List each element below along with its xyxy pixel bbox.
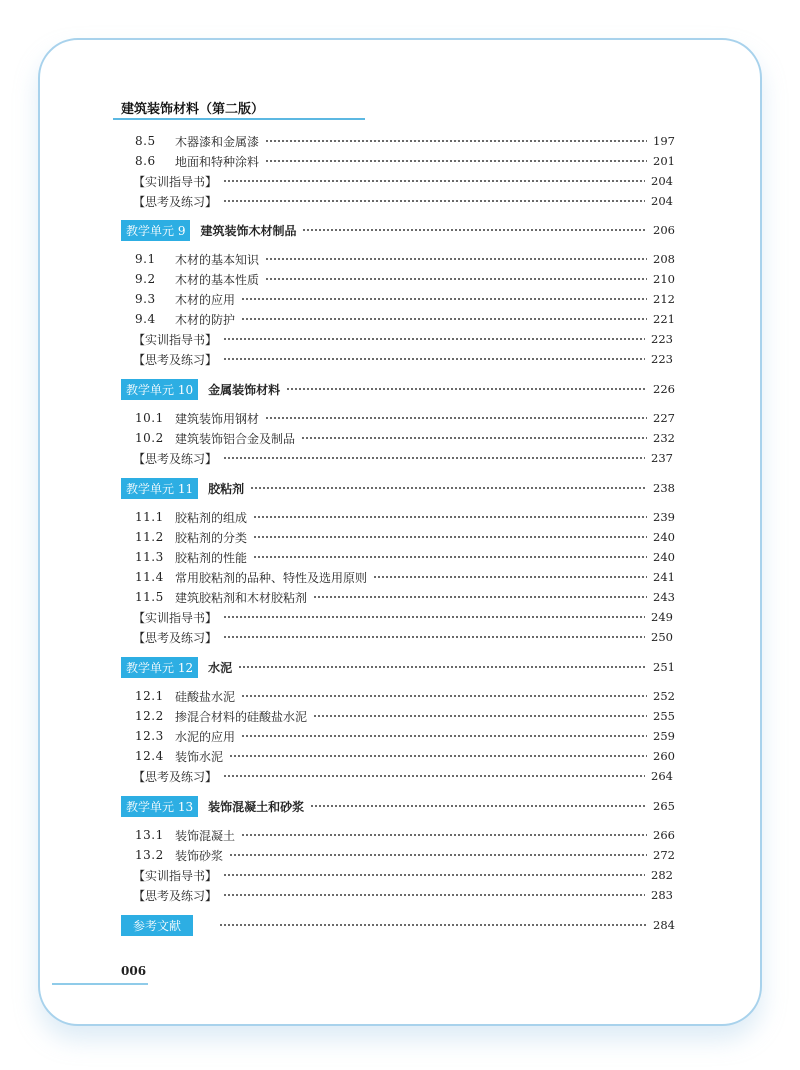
- dot-leader: [223, 894, 645, 896]
- dot-leader: [301, 437, 647, 439]
- toc-page-number: 260: [653, 749, 675, 763]
- toc-title: 硅酸盐水泥: [175, 689, 236, 704]
- toc-entry[interactable]: [135, 508, 675, 526]
- dot-leader: [223, 338, 645, 340]
- toc-page-number: 240: [653, 530, 675, 544]
- toc-title: 木器漆和金属漆: [175, 134, 260, 149]
- toc-section-number: 9.1: [135, 252, 156, 266]
- dot-leader: [241, 318, 647, 320]
- unit-badge: 教学单元 11: [121, 478, 198, 499]
- toc-section-number: 10.1: [135, 411, 164, 425]
- toc-title: 水泥: [208, 660, 233, 675]
- toc-section-number: 9.2: [135, 272, 156, 286]
- toc-section-number: 12.1: [135, 689, 164, 703]
- dot-leader: [250, 487, 647, 489]
- dot-leader: [223, 200, 645, 202]
- toc-title: 【实训指导书】: [133, 868, 218, 883]
- toc-entry[interactable]: [135, 250, 675, 268]
- toc-entry[interactable]: [135, 826, 675, 844]
- toc-page-number: 204: [651, 174, 673, 188]
- toc-entry[interactable]: [133, 350, 673, 368]
- toc-page-number: 210: [653, 272, 675, 286]
- toc-page-number: 221: [653, 312, 675, 326]
- toc-page-number: 223: [651, 332, 673, 346]
- toc-page-number: 212: [653, 292, 675, 306]
- dot-leader: [223, 616, 645, 618]
- toc-title: 装饰砂浆: [175, 848, 224, 863]
- toc-entry[interactable]: [135, 588, 675, 606]
- dot-leader: [229, 755, 647, 757]
- toc-page-number: 208: [653, 252, 675, 266]
- toc-page-number: 283: [651, 888, 673, 902]
- toc-page-number: 227: [653, 411, 675, 425]
- toc-entry[interactable]: [135, 528, 675, 546]
- toc-unit-heading[interactable]: [121, 656, 675, 678]
- toc-entry[interactable]: [133, 767, 673, 785]
- toc-entry[interactable]: [135, 310, 675, 328]
- toc-title: 胶粘剂: [208, 481, 245, 496]
- toc-page-number: 232: [653, 431, 675, 445]
- toc-title: 【实训指导书】: [133, 174, 218, 189]
- toc-entry[interactable]: [133, 192, 673, 210]
- toc-unit-heading[interactable]: [121, 219, 675, 241]
- toc-title: 【思考及练习】: [133, 769, 218, 784]
- toc-entry[interactable]: [135, 747, 675, 765]
- dot-leader: [223, 636, 645, 638]
- toc-title: 胶粘剂的性能: [175, 550, 248, 565]
- toc-unit-heading[interactable]: [121, 795, 675, 817]
- toc-entry[interactable]: [133, 449, 673, 467]
- toc-page-number: 206: [653, 223, 675, 237]
- dot-leader: [286, 388, 647, 390]
- toc-page-number: 272: [653, 848, 675, 862]
- dot-leader: [238, 666, 647, 668]
- dot-leader: [373, 576, 647, 578]
- toc-entry[interactable]: [135, 429, 675, 447]
- toc-page-number: 282: [651, 868, 673, 882]
- dot-leader: [265, 140, 647, 142]
- toc-entry[interactable]: [135, 409, 675, 427]
- dot-leader: [223, 874, 645, 876]
- dot-leader: [229, 854, 647, 856]
- toc-section-number: 9.4: [135, 312, 156, 326]
- toc-title: 【实训指导书】: [133, 610, 218, 625]
- toc-section-number: 12.3: [135, 729, 164, 743]
- dot-leader: [310, 805, 647, 807]
- toc-title: 常用胶粘剂的品种、特性及选用原则: [175, 570, 368, 585]
- toc-entry[interactable]: [135, 687, 675, 705]
- dot-leader: [241, 834, 647, 836]
- toc-entry[interactable]: [133, 866, 673, 884]
- toc-page-number: 259: [653, 729, 675, 743]
- toc-title: 掺混合材料的硅酸盐水泥: [175, 709, 308, 724]
- toc-entry[interactable]: [135, 270, 675, 288]
- dot-leader: [313, 715, 647, 717]
- dot-leader: [253, 516, 647, 518]
- toc-page-number: 237: [651, 451, 673, 465]
- toc-title: 木材的基本知识: [175, 252, 260, 267]
- toc-section-number: 11.2: [135, 530, 164, 544]
- page-number: 006: [121, 964, 147, 978]
- toc-entry[interactable]: [135, 132, 675, 150]
- toc-title: 木材的应用: [175, 292, 236, 307]
- toc-entry[interactable]: [133, 608, 673, 626]
- toc-section-number: 13.2: [135, 848, 164, 862]
- toc-page-number: 255: [653, 709, 675, 723]
- toc-title: 【实训指导书】: [133, 332, 218, 347]
- toc-title: 胶粘剂的组成: [175, 510, 248, 525]
- toc-section-number: 12.2: [135, 709, 164, 723]
- toc-page-number: 240: [653, 550, 675, 564]
- toc-unit-heading[interactable]: [121, 378, 675, 400]
- dot-leader: [241, 735, 647, 737]
- toc-title: 建筑装饰用钢材: [175, 411, 260, 426]
- toc-section-number: 12.4: [135, 749, 164, 763]
- toc-title: 木材的防护: [175, 312, 236, 327]
- toc-section-number: 11.5: [135, 590, 164, 604]
- toc-page-number: 204: [651, 194, 673, 208]
- dot-leader: [223, 180, 645, 182]
- toc-section-number: 11.4: [135, 570, 164, 584]
- toc-page-number: 239: [653, 510, 675, 524]
- toc-page-number: 265: [653, 799, 675, 813]
- toc-title: 【思考及练习】: [133, 352, 218, 367]
- toc-title: 建筑胶粘剂和木材胶粘剂: [175, 590, 308, 605]
- toc-entry[interactable]: [135, 152, 675, 170]
- toc-references[interactable]: [121, 914, 675, 936]
- unit-badge: 教学单元 13: [121, 796, 198, 817]
- toc-title: 装饰混凝土和砂浆: [208, 799, 305, 814]
- toc-page-number: 197: [653, 134, 675, 148]
- toc-page-number: 223: [651, 352, 673, 366]
- dot-leader: [241, 695, 647, 697]
- toc-title: 建筑装饰木材制品: [200, 223, 297, 238]
- toc-title: 金属装饰材料: [208, 382, 281, 397]
- toc-title: 装饰混凝土: [175, 828, 236, 843]
- dot-leader: [265, 417, 647, 419]
- toc-section-number: 11.1: [135, 510, 164, 524]
- toc-page-number: 284: [653, 918, 675, 932]
- toc-section-number: 13.1: [135, 828, 164, 842]
- toc-section-number: 11.3: [135, 550, 164, 564]
- toc-entry[interactable]: [135, 548, 675, 566]
- unit-badge: 教学单元 9: [121, 220, 190, 241]
- toc-entry[interactable]: [133, 172, 673, 190]
- toc-page-number: 250: [651, 630, 673, 644]
- toc-entry[interactable]: [135, 568, 675, 586]
- dot-leader: [253, 536, 647, 538]
- unit-badge: 教学单元 12: [121, 657, 198, 678]
- toc-entry[interactable]: [135, 846, 675, 864]
- dot-leader: [313, 596, 647, 598]
- toc-title: 水泥的应用: [175, 729, 236, 744]
- toc-title: 地面和特种涂料: [175, 154, 260, 169]
- toc-page-number: 252: [653, 689, 675, 703]
- toc-page-number: 251: [653, 660, 675, 674]
- toc-page-number: 226: [653, 382, 675, 396]
- toc-section-number: 8.5: [135, 134, 156, 148]
- dot-leader: [302, 229, 647, 231]
- dot-leader: [219, 924, 647, 926]
- toc-page-number: 264: [651, 769, 673, 783]
- toc-page-number: 249: [651, 610, 673, 624]
- toc-entry[interactable]: [133, 886, 673, 904]
- toc-title: 建筑装饰铝合金及制品: [175, 431, 296, 446]
- toc-entry[interactable]: [133, 628, 673, 646]
- running-header: 建筑装饰材料（第二版）: [121, 102, 265, 117]
- toc-page-number: 241: [653, 570, 675, 584]
- dot-leader: [241, 298, 647, 300]
- toc-title: 装饰水泥: [175, 749, 224, 764]
- dot-leader: [265, 258, 647, 260]
- dot-leader: [223, 775, 645, 777]
- unit-badge: 教学单元 10: [121, 379, 198, 400]
- toc-entry[interactable]: [133, 330, 673, 348]
- toc-entry[interactable]: [135, 727, 675, 745]
- toc-title: 【思考及练习】: [133, 451, 218, 466]
- toc-title: 【思考及练习】: [133, 194, 218, 209]
- toc-page-number: 266: [653, 828, 675, 842]
- toc-entry[interactable]: [135, 290, 675, 308]
- toc-unit-heading[interactable]: [121, 477, 675, 499]
- dot-leader: [223, 457, 645, 459]
- toc-title: 【思考及练习】: [133, 630, 218, 645]
- toc-page-number: 243: [653, 590, 675, 604]
- toc-section-number: 10.2: [135, 431, 164, 445]
- toc-section-number: 9.3: [135, 292, 156, 306]
- footer-rule: [52, 983, 148, 985]
- toc-title: 【思考及练习】: [133, 888, 218, 903]
- toc-title: 木材的基本性质: [175, 272, 260, 287]
- toc-entry[interactable]: [135, 707, 675, 725]
- toc-page-number: 238: [653, 481, 675, 495]
- dot-leader: [265, 278, 647, 280]
- toc-title: 胶粘剂的分类: [175, 530, 248, 545]
- dot-leader: [223, 358, 645, 360]
- toc-section-number: 8.6: [135, 154, 156, 168]
- dot-leader: [265, 160, 647, 162]
- unit-badge: 参考文献: [121, 915, 193, 936]
- dot-leader: [253, 556, 647, 558]
- toc-page-number: 201: [653, 154, 675, 168]
